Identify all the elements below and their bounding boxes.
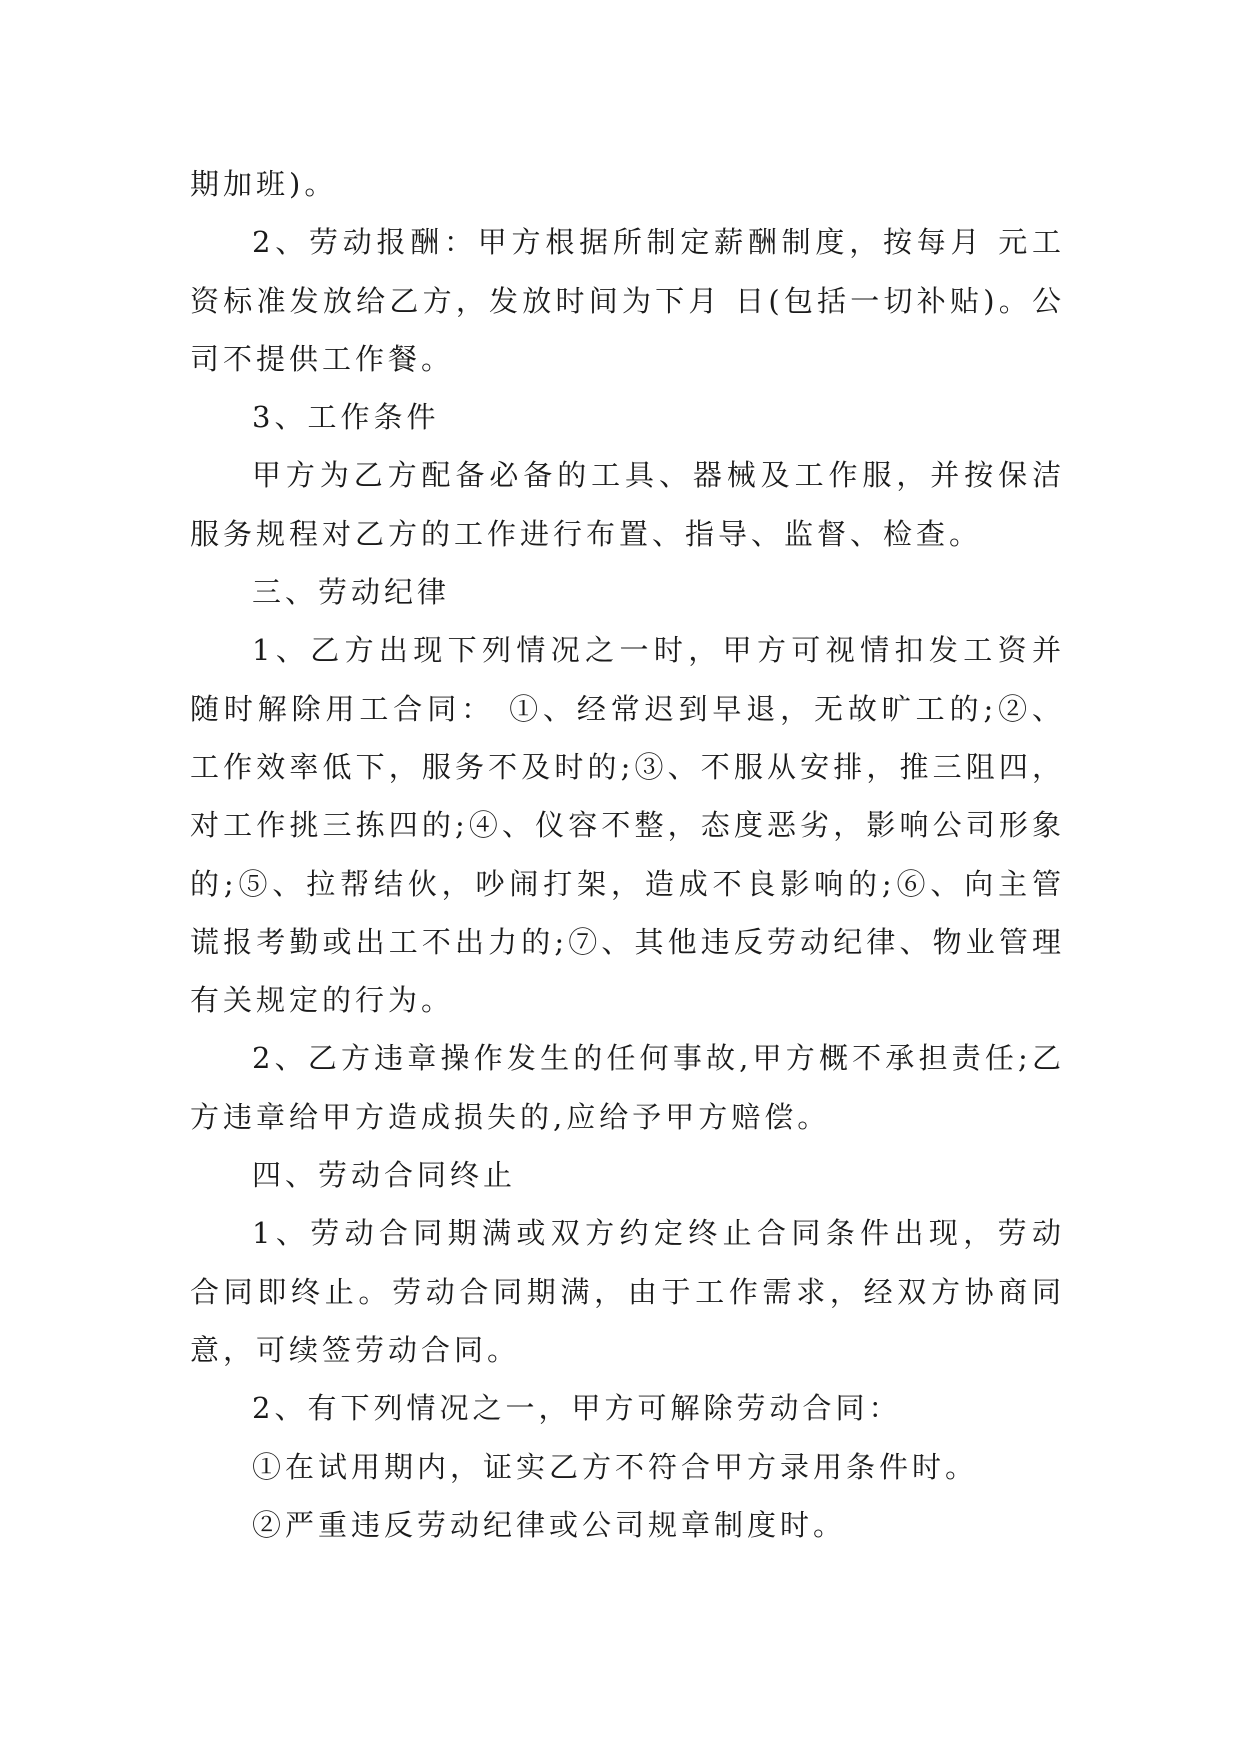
paragraph-termination-2: 2、有下列情况之一，甲方可解除劳动合同：: [252, 1391, 902, 1426]
heading-labor-discipline: 三、劳动纪律: [252, 575, 451, 610]
paragraph-termination-1: 1、劳动合同期满或双方约定终止合同条件出现，劳动合同即终止。劳动合同期满，由于工作需求，经双方协商同意，可续签劳动合同。: [190, 1216, 1065, 1367]
paragraph-continuation: 期加班)。: [190, 167, 338, 201]
paragraph-discipline-1: 1、乙方出现下列情况之一时，甲方可视情扣发工资并随时解除用工合同： ①、经常迟到早退，无故旷工的;②、工作效率低下，服务不及时的;③、不服从安排，推三阻四，对工作挑三拣四的;④、仪容不整，态度恶劣，影响公司形象的;⑤、拉帮结伙，吵闹打架，造成不良影响的;⑥、向主管谎报考勤或出工不出力的;⑦、其他违反劳动纪律、物业管理有关规定的行为。: [190, 633, 1065, 1018]
list-item-violation: ②严重违反劳动纪律或公司规章制度时。: [252, 1507, 847, 1542]
document-body: [190, 155, 1065, 1554]
heading-work-conditions: 3、工作条件: [252, 400, 440, 435]
heading-contract-termination: 四、劳动合同终止: [252, 1158, 517, 1193]
list-item-probation: ①在试用期内，证实乙方不符合甲方录用条件时。: [252, 1449, 979, 1484]
paragraph-labor-pay: 2、劳动报酬：甲方根据所制定薪酬制度，按每月 元工资标准发放给乙方，发放时间为下月 日(包括一切补贴)。公司不提供工作餐。: [190, 225, 1065, 376]
paragraph-work-conditions: 甲方为乙方配备必备的工具、器械及工作服，并按保洁服务规程对乙方的工作进行布置、指导、监督、检查。: [190, 458, 1065, 551]
paragraph-discipline-2: 2、乙方违章操作发生的任何事故,甲方概不承担责任;乙方违章给甲方造成损失的,应给予甲方赔偿。: [190, 1041, 1065, 1134]
